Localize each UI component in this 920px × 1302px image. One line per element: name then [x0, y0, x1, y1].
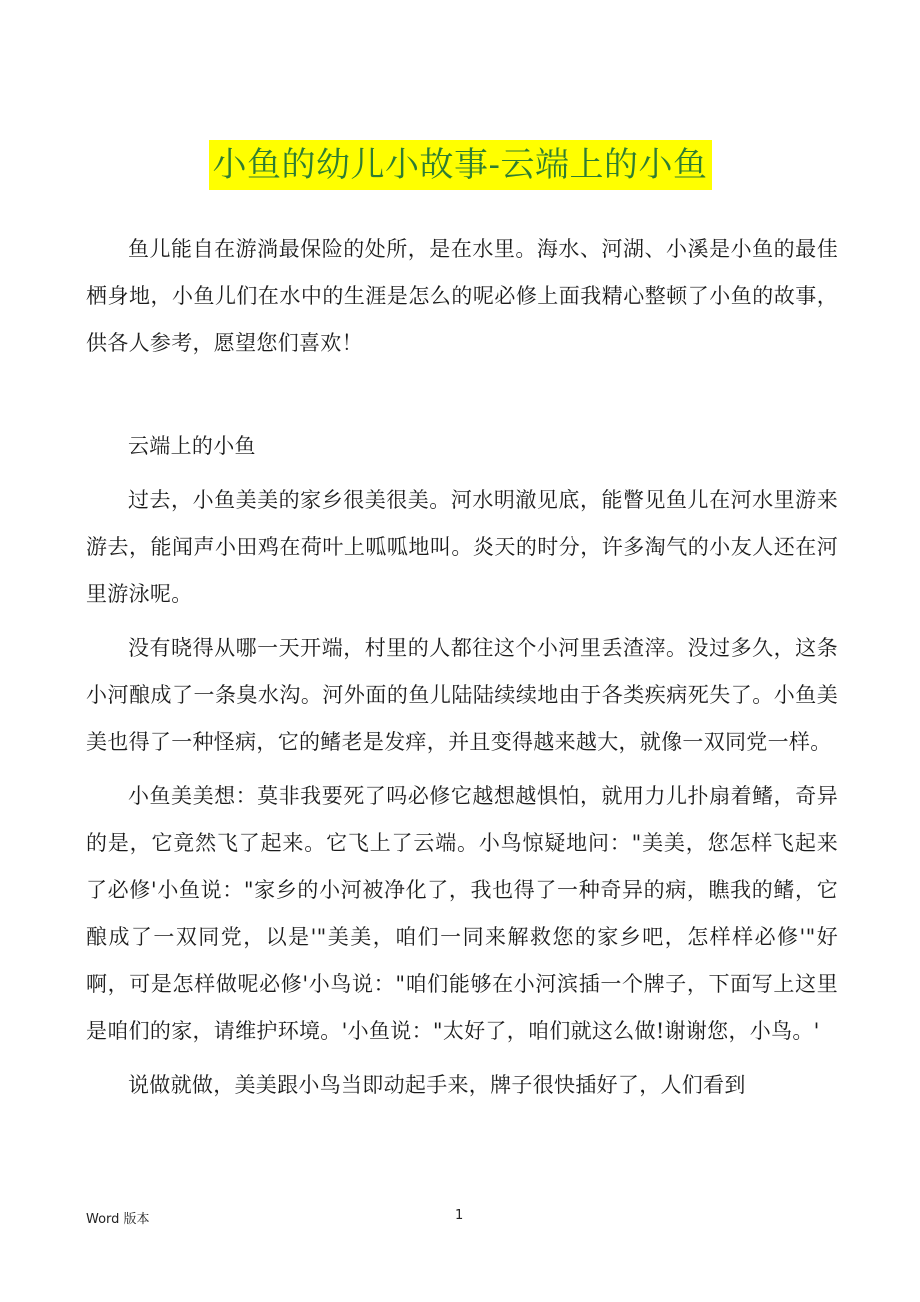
- story-paragraph: 说做就做，美美跟小鸟当即动起手来，牌子很快插好了，人们看到: [128, 1073, 746, 1097]
- story-paragraph: 小鱼美美想：莫非我要死了吗必修它越想越惧怕，就用力儿扑扇着鳍，奇异的是，它竟然飞了起来。它飞上了云端。小鸟惊疑地问："美美，您怎样飞起来了必修'小鱼说："家乡的小河被净化了，我也得了一种奇异的病，瞧我的鳍，它酿成了一双同党，以是'"美美，咱们一同来解救您的家乡吧，怎样样必修'"好啊，可是怎样做呢必修'小鸟说："咱们能够在小河滨插一个牌子，下面写上这里是咱们的家，请维护环境。'小鱼说："太好了，咱们就这么做!谢谢您，小鸟。': [86, 784, 838, 1043]
- document-body: [86, 226, 838, 1116]
- footer-version-label: Word 版本: [86, 1212, 150, 1227]
- story-paragraph: 没有晓得从哪一天开端，村里的人都往这个小河里丢渣滓。没过多久，这条小河酿成了一条臭水沟。河外面的鱼儿陆陆续续地由于各类疾病死失了。小鱼美美也得了一种怪病，它的鳍老是发痒，并且变得越来越大，就像一双同党一样。: [86, 636, 838, 754]
- intro-paragraph: 鱼儿能自在游淌最保险的处所，是在水里。海水、河湖、小溪是小鱼的最佳栖身地，小鱼儿们在水中的生涯是怎么的呢必修上面我精心整顿了小鱼的故事，供各人参考，愿望您们喜欢！: [86, 237, 838, 355]
- story-paragraph: 过去，小鱼美美的家乡很美很美。河水明澈见底，能瞥见鱼儿在河水里游来游去，能闻声小田鸡在荷叶上呱呱地叫。炎天的时分，许多淘气的小友人还在河里游泳呢。: [86, 488, 838, 606]
- footer-page-number: 1: [455, 1208, 464, 1223]
- story-heading: 云端上的小鱼: [128, 434, 256, 458]
- title-container: [0, 140, 920, 190]
- document-title: 小鱼的幼儿小故事-云端上的小鱼: [209, 140, 712, 190]
